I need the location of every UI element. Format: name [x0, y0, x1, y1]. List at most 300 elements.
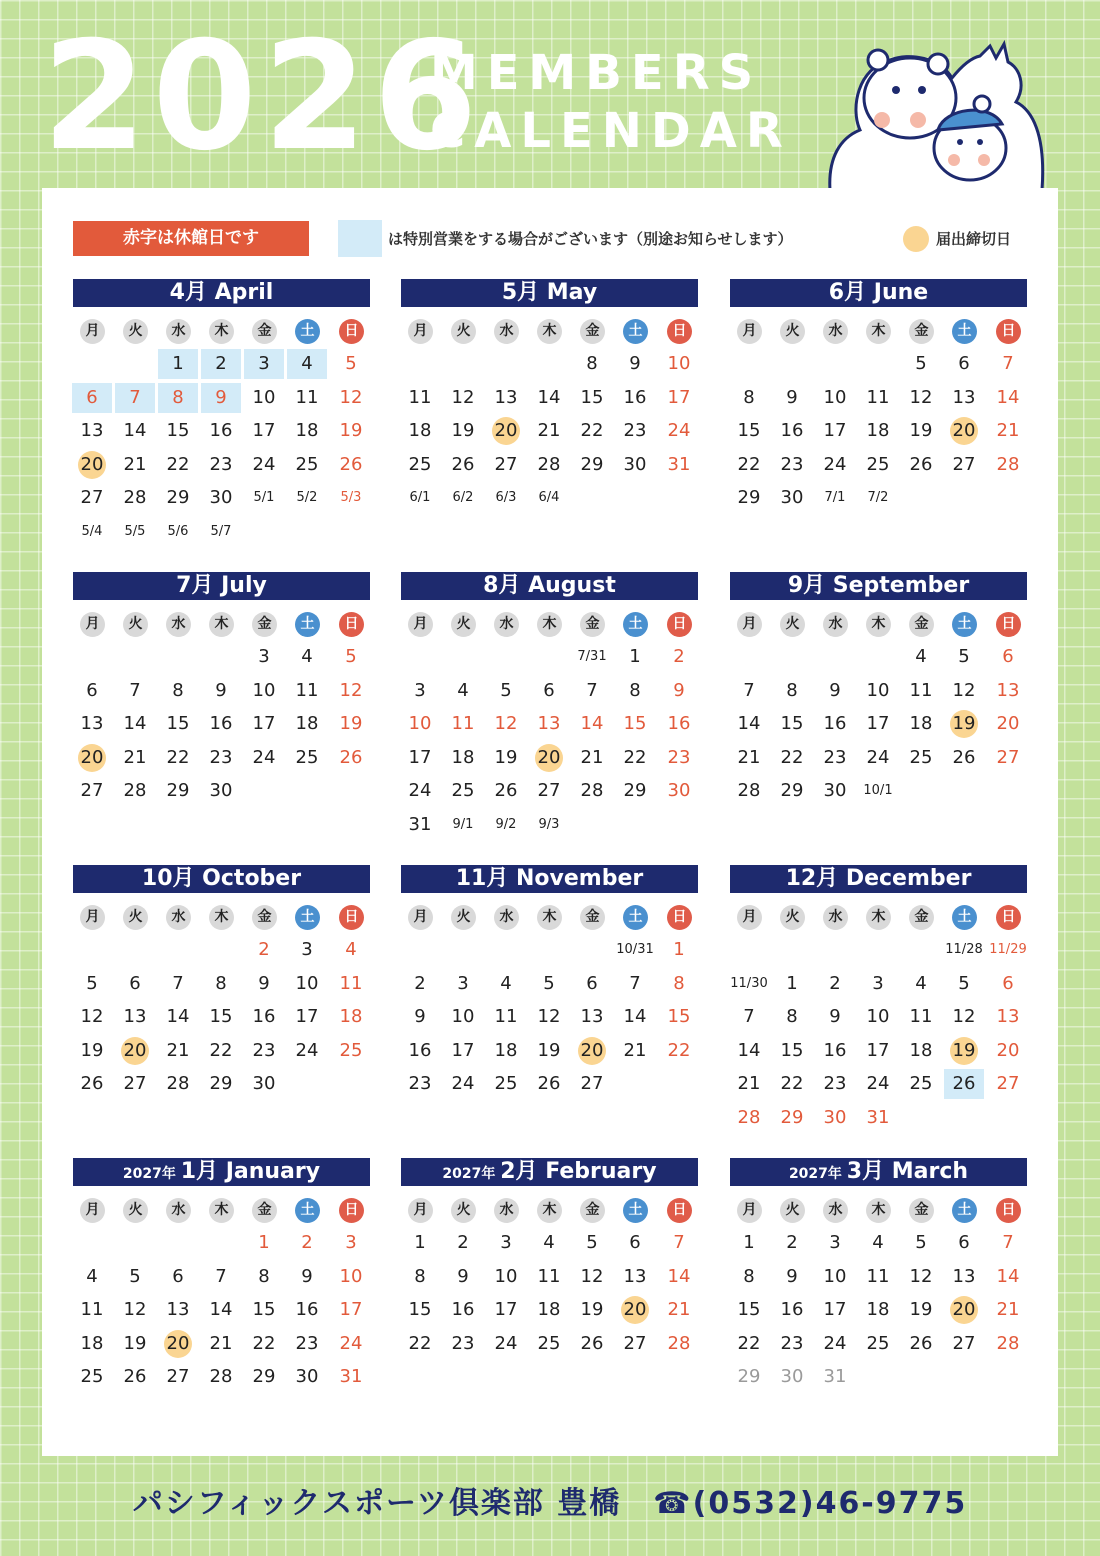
- calendar-day: 11: [451, 713, 475, 734]
- calendar-day: 21: [123, 453, 147, 475]
- calendar-day: 14: [123, 713, 147, 734]
- weekday-label: 水: [494, 612, 519, 637]
- calendar-day: 1: [743, 1232, 755, 1253]
- month-title: 4月 April: [169, 280, 274, 305]
- calendar-day: 4: [500, 972, 512, 994]
- calendar-day: 30: [295, 1366, 319, 1387]
- calendar-day: 29: [252, 1366, 276, 1387]
- calendar-day: 26: [909, 1332, 933, 1354]
- month-calendar: [401, 1158, 698, 1408]
- calendar-day: 8: [215, 972, 227, 994]
- calendar-day: 14: [623, 1006, 647, 1027]
- weekday-label: 金: [909, 612, 934, 637]
- calendar-day: 19: [339, 420, 363, 441]
- calendar-day: 3: [829, 1232, 841, 1253]
- calendar-day: 15: [580, 386, 604, 408]
- weekday-label: 日: [996, 319, 1021, 344]
- weekday-label: 土: [623, 905, 648, 930]
- calendar-day: 26: [494, 780, 518, 801]
- calendar-day: 29: [737, 487, 761, 508]
- calendar-day: 12: [537, 1006, 561, 1027]
- weekday-label: 土: [295, 319, 320, 344]
- month-title: 10月 October: [141, 866, 302, 891]
- weekday-label: 木: [537, 905, 562, 930]
- weekday-label: 木: [866, 319, 891, 344]
- calendar-day: 15: [166, 713, 190, 734]
- closed-day-legend: 赤字は休館日です: [73, 221, 309, 256]
- month-calendar: [73, 865, 370, 1115]
- calendar-day: 29: [737, 1366, 761, 1387]
- calendar-day: 13: [123, 1006, 147, 1027]
- calendar-day: 7/31: [577, 649, 607, 664]
- calendar-day: 27: [580, 1073, 604, 1094]
- weekday-row: [73, 319, 370, 344]
- calendar-day: 11: [295, 679, 319, 701]
- calendar-day: 15: [252, 1299, 276, 1320]
- weekday-label: 日: [339, 905, 364, 930]
- calendar-day: 9: [414, 1006, 426, 1027]
- calendar-day: 3: [301, 939, 313, 960]
- weekday-label: 水: [166, 1198, 191, 1223]
- calendar-day: 29: [780, 1106, 804, 1128]
- weekday-label: 月: [408, 1198, 433, 1223]
- calendar-day: 23: [252, 1039, 276, 1061]
- calendar-day: 19: [494, 746, 518, 768]
- month-header: [401, 1158, 698, 1186]
- weekday-label: 月: [737, 319, 762, 344]
- weekday-label: 火: [123, 1198, 148, 1223]
- calendar-day: 29: [209, 1073, 233, 1094]
- month-title: 1月 January: [180, 1159, 321, 1184]
- month-calendar: [730, 865, 1027, 1128]
- month-title: 12月 December: [785, 866, 972, 891]
- calendar-day: 10: [823, 1265, 847, 1287]
- calendar-day: 19: [909, 420, 933, 441]
- weekday-label: 金: [580, 612, 605, 637]
- calendar-day: 18: [339, 1006, 363, 1027]
- calendar-day: 12: [494, 713, 518, 734]
- calendar-day: 17: [252, 713, 276, 734]
- calendar-day: 30: [209, 487, 233, 508]
- calendar-day: 4: [915, 646, 927, 667]
- calendar-day: 2: [201, 349, 241, 379]
- month-header: [401, 572, 698, 600]
- calendar-day: 9: [786, 1265, 798, 1287]
- calendar-day: 13: [952, 386, 976, 408]
- calendar-day: 31: [408, 813, 432, 835]
- weekday-label: 火: [780, 612, 805, 637]
- calendar-day: 17: [823, 420, 847, 441]
- calendar-day: 28: [996, 1332, 1020, 1354]
- calendar-day: 14: [737, 713, 761, 734]
- weekday-label: 月: [408, 612, 433, 637]
- weekday-label: 木: [537, 319, 562, 344]
- calendar-day: 23: [209, 453, 233, 475]
- calendar-day: 8: [586, 353, 598, 374]
- calendar-day: 23: [667, 746, 691, 768]
- calendar-day: 20: [615, 1295, 655, 1325]
- month-calendar: [73, 279, 370, 539]
- calendar-day: 20: [158, 1329, 198, 1359]
- calendar-day: 11/30: [730, 975, 768, 991]
- calendar-day: 25: [408, 453, 432, 475]
- calendar-day: 30: [780, 1366, 804, 1387]
- calendar-day: 6: [86, 679, 98, 701]
- weekday-label: 日: [667, 319, 692, 344]
- calendar-day: 7: [172, 972, 184, 994]
- calendar-day: 9: [258, 972, 270, 994]
- month-calendar: [401, 865, 698, 1115]
- calendar-day: 6: [586, 972, 598, 994]
- calendar-day: 20: [996, 713, 1020, 734]
- weekday-label: 土: [952, 319, 977, 344]
- calendar-day: 28: [667, 1332, 691, 1354]
- calendar-day: 7: [129, 679, 141, 701]
- weekday-label: 土: [295, 905, 320, 930]
- calendar-day: 16: [408, 1039, 432, 1061]
- weekday-label: 土: [623, 612, 648, 637]
- deadline-swatch: [903, 226, 929, 252]
- calendar-day: 24: [295, 1039, 319, 1061]
- calendar-day: 2: [414, 972, 426, 994]
- calendar-day: 24: [866, 1073, 890, 1094]
- calendar-day: 25: [451, 780, 475, 801]
- calendar-day: 18: [866, 420, 890, 441]
- month-calendar: [73, 1158, 370, 1408]
- calendar-day: 6: [129, 972, 141, 994]
- deadline-legend: 届出締切日: [936, 230, 1012, 248]
- weekday-row: [401, 905, 698, 930]
- calendar-day: 20: [72, 743, 112, 773]
- calendar-day: 7: [586, 679, 598, 701]
- title-line-1: MEMBERS: [430, 45, 763, 101]
- calendar-day: 7/1: [824, 490, 846, 505]
- calendar-day: 21: [166, 1039, 190, 1061]
- weekday-label: 月: [737, 612, 762, 637]
- weekday-label: 火: [123, 319, 148, 344]
- calendar-day: 4: [86, 1265, 98, 1287]
- calendar-day: 22: [667, 1039, 691, 1061]
- calendar-day: 16: [451, 1299, 475, 1320]
- calendar-day: 23: [823, 746, 847, 768]
- calendar-day: 23: [408, 1073, 432, 1094]
- weekday-label: 火: [451, 1198, 476, 1223]
- weekday-label: 火: [780, 1198, 805, 1223]
- calendar-day: 5: [958, 972, 970, 994]
- month-title: 9月 September: [787, 573, 970, 598]
- calendar-day: 10: [252, 679, 276, 701]
- calendar-day: 19: [944, 1036, 984, 1066]
- month-header: [730, 572, 1027, 600]
- weekday-label: 土: [952, 1198, 977, 1223]
- weekday-label: 水: [823, 1198, 848, 1223]
- calendar-day: 22: [408, 1332, 432, 1354]
- calendar-day: 20: [72, 450, 112, 480]
- weekday-row: [73, 1198, 370, 1223]
- calendar-day: 4: [287, 349, 327, 379]
- calendar-day: 26: [123, 1366, 147, 1387]
- calendar-day: 24: [667, 420, 691, 441]
- calendar-day: 8: [786, 679, 798, 701]
- calendar-day: 15: [780, 1039, 804, 1061]
- calendar-day: 9/2: [495, 816, 517, 832]
- weekday-label: 月: [737, 905, 762, 930]
- weekday-row: [401, 612, 698, 637]
- calendar-day: 20: [115, 1036, 155, 1066]
- month-calendar: [730, 279, 1027, 529]
- calendar-day: 12: [451, 386, 475, 408]
- weekday-label: 木: [209, 319, 234, 344]
- calendar-day: 30: [623, 453, 647, 475]
- calendar-day: 16: [295, 1299, 319, 1320]
- calendar-day: 8: [629, 679, 641, 701]
- calendar-day: 7: [1002, 1232, 1014, 1253]
- calendar-day: 10: [667, 353, 691, 374]
- calendar-day: 15: [667, 1006, 691, 1027]
- month-header: [401, 865, 698, 893]
- calendar-day: 20: [529, 743, 569, 773]
- calendar-day: 5/6: [167, 523, 189, 539]
- calendar-day: 14: [209, 1299, 233, 1320]
- calendar-day: 28: [737, 780, 761, 801]
- calendar-day: 22: [737, 453, 761, 475]
- weekday-label: 水: [494, 319, 519, 344]
- calendar-day: 27: [123, 1073, 147, 1094]
- calendar-day: 3: [244, 349, 284, 379]
- calendar-day: 26: [537, 1073, 561, 1094]
- calendar-day: 24: [823, 1332, 847, 1354]
- calendar-day: 2: [301, 1232, 313, 1253]
- weekday-label: 水: [494, 905, 519, 930]
- calendar-day: 3: [258, 646, 270, 667]
- calendar-day: 28: [123, 487, 147, 508]
- weekday-label: 月: [737, 1198, 762, 1223]
- calendar-day: 11: [295, 386, 319, 408]
- calendar-day: 5: [345, 646, 357, 667]
- calendar-day: 31: [339, 1366, 363, 1387]
- calendar-day: 6/3: [495, 490, 517, 505]
- month-header: [73, 865, 370, 893]
- title-line-2: CALENDAR: [430, 103, 792, 159]
- weekday-label: 日: [339, 612, 364, 637]
- weekday-label: 火: [451, 905, 476, 930]
- calendar-day: 17: [866, 713, 890, 734]
- weekday-row: [73, 905, 370, 930]
- calendar-day: 18: [295, 420, 319, 441]
- calendar-day: 24: [494, 1332, 518, 1354]
- weekday-label: 月: [408, 319, 433, 344]
- calendar-day: 19: [123, 1332, 147, 1354]
- calendar-day: 4: [872, 1232, 884, 1253]
- calendar-day: 7: [115, 383, 155, 413]
- calendar-day: 11: [537, 1265, 561, 1287]
- calendar-day: 26: [909, 453, 933, 475]
- calendar-day: 5: [543, 972, 555, 994]
- month-header: [73, 572, 370, 600]
- calendar-day: 5: [86, 972, 98, 994]
- year-heading: 2026: [42, 10, 484, 184]
- weekday-label: 土: [295, 1198, 320, 1223]
- weekday-label: 土: [952, 612, 977, 637]
- calendar-day: 13: [580, 1006, 604, 1027]
- calendar-day: 6: [543, 679, 555, 701]
- calendar-day: 15: [623, 713, 647, 734]
- calendar-day: 26: [952, 746, 976, 768]
- calendar-day: 8: [786, 1006, 798, 1027]
- calendar-day: 25: [295, 746, 319, 768]
- weekday-label: 木: [866, 1198, 891, 1223]
- calendar-day: 21: [623, 1039, 647, 1061]
- month-header: [73, 279, 370, 307]
- calendar-day: 13: [996, 1006, 1020, 1027]
- calendar-day: 8: [743, 1265, 755, 1287]
- calendar-day: 23: [451, 1332, 475, 1354]
- calendar-day: 1: [673, 939, 685, 960]
- calendar-day: 28: [166, 1073, 190, 1094]
- weekday-label: 水: [166, 612, 191, 637]
- weekday-label: 月: [80, 905, 105, 930]
- month-calendar: [401, 572, 698, 835]
- weekday-row: [401, 319, 698, 344]
- calendar-day: 12: [80, 1006, 104, 1027]
- calendar-day: 5: [915, 1232, 927, 1253]
- calendar-day: 8: [743, 386, 755, 408]
- calendar-day: 21: [580, 746, 604, 768]
- calendar-day: 21: [737, 746, 761, 768]
- calendar-day: 5/1: [253, 490, 275, 505]
- calendar-day: 7: [629, 972, 641, 994]
- calendar-day: 9: [786, 386, 798, 408]
- calendar-day: 5: [915, 353, 927, 374]
- calendar-day: 5/2: [296, 490, 318, 505]
- calendar-day: 7: [673, 1232, 685, 1253]
- special-hours-legend: は特別営業をする場合がございます（別途お知らせします）: [388, 230, 793, 248]
- calendar-day: 4: [345, 939, 357, 960]
- weekday-row: [730, 612, 1027, 637]
- calendar-day: 27: [996, 746, 1020, 768]
- calendar-day: 6: [958, 1232, 970, 1253]
- calendar-day: 19: [580, 1299, 604, 1320]
- calendar-day: 11: [339, 972, 363, 994]
- calendar-day: 5/3: [340, 490, 362, 505]
- calendar-day: 18: [408, 420, 432, 441]
- calendar-day: 20: [572, 1036, 612, 1066]
- calendar-day: 10/1: [863, 783, 893, 798]
- calendar-day: 5/7: [210, 523, 232, 539]
- calendar-day: 30: [252, 1073, 276, 1094]
- calendar-day: 28: [996, 453, 1020, 475]
- calendar-day: 27: [537, 780, 561, 801]
- calendar-day: 23: [823, 1073, 847, 1094]
- calendar-day: 14: [166, 1006, 190, 1027]
- calendar-day: 27: [952, 1332, 976, 1354]
- calendar-day: 22: [580, 420, 604, 441]
- calendar-day: 11/28: [945, 942, 983, 957]
- weekday-label: 日: [996, 1198, 1021, 1223]
- calendar-day: 5/5: [124, 523, 146, 539]
- weekday-label: 水: [823, 905, 848, 930]
- calendar-day: 9/3: [538, 816, 560, 832]
- weekday-label: 水: [166, 905, 191, 930]
- calendar-day: 23: [295, 1332, 319, 1354]
- calendar-day: 30: [823, 1106, 847, 1128]
- calendar-day: 14: [580, 713, 604, 734]
- calendar-day: 27: [80, 487, 104, 508]
- calendar-day: 7: [743, 679, 755, 701]
- calendar-day: 13: [80, 420, 104, 441]
- calendar-day: 6/2: [452, 490, 474, 505]
- calendar-day: 6: [172, 1265, 184, 1287]
- calendar-day: 9: [629, 353, 641, 374]
- calendar-day: 11: [408, 386, 432, 408]
- calendar-day: 9: [215, 679, 227, 701]
- calendar-day: 13: [537, 713, 561, 734]
- weekday-label: 火: [123, 612, 148, 637]
- calendar-day: 18: [494, 1039, 518, 1061]
- calendar-day: 24: [866, 746, 890, 768]
- calendar-day: 14: [996, 1265, 1020, 1287]
- calendar-day: 19: [339, 713, 363, 734]
- calendar-day: 17: [339, 1299, 363, 1320]
- calendar-day: 16: [209, 420, 233, 441]
- weekday-label: 金: [909, 319, 934, 344]
- calendar-day: 15: [408, 1299, 432, 1320]
- calendar-day: 9: [829, 679, 841, 701]
- weekday-label: 日: [667, 905, 692, 930]
- calendar-day: 16: [780, 1299, 804, 1320]
- calendar-day: 31: [866, 1106, 890, 1128]
- calendar-day: 26: [80, 1073, 104, 1094]
- calendar-day: 11/29: [989, 942, 1027, 957]
- calendar-day: 24: [339, 1332, 363, 1354]
- calendar-day: 8: [172, 679, 184, 701]
- calendar-day: 6: [958, 353, 970, 374]
- calendar-day: 3: [345, 1232, 357, 1253]
- weekday-label: 金: [909, 905, 934, 930]
- calendar-day: 20: [944, 416, 984, 446]
- calendar-day: 7/2: [867, 490, 889, 505]
- weekday-label: 金: [580, 905, 605, 930]
- month-calendar: [730, 1158, 1027, 1408]
- calendar-day: 11: [866, 386, 890, 408]
- calendar-day: 10: [339, 1265, 363, 1287]
- calendar-day: 13: [166, 1299, 190, 1320]
- calendar-day: 12: [952, 1006, 976, 1027]
- calendar-day: 25: [866, 453, 890, 475]
- calendar-day: 4: [301, 646, 313, 667]
- calendar-day: 14: [667, 1265, 691, 1287]
- calendar-day: 11: [909, 1006, 933, 1027]
- calendar-day: 22: [623, 746, 647, 768]
- weekday-row: [73, 612, 370, 637]
- month-year-label: 2027年: [442, 1166, 501, 1182]
- month-title: 6月 June: [828, 280, 929, 305]
- calendar-day: 2: [786, 1232, 798, 1253]
- calendar-day: 22: [209, 1039, 233, 1061]
- calendar-day: 9: [457, 1265, 469, 1287]
- calendar-day: 15: [737, 1299, 761, 1320]
- calendar-day: 12: [909, 386, 933, 408]
- calendar-day: 16: [252, 1006, 276, 1027]
- calendar-day: 3: [414, 679, 426, 701]
- calendar-day: 7: [1002, 353, 1014, 374]
- calendar-day: 31: [823, 1366, 847, 1387]
- weekday-label: 水: [494, 1198, 519, 1223]
- calendar-day: 23: [780, 1332, 804, 1354]
- calendar-day: 14: [737, 1039, 761, 1061]
- calendar-day: 25: [537, 1332, 561, 1354]
- weekday-label: 木: [209, 612, 234, 637]
